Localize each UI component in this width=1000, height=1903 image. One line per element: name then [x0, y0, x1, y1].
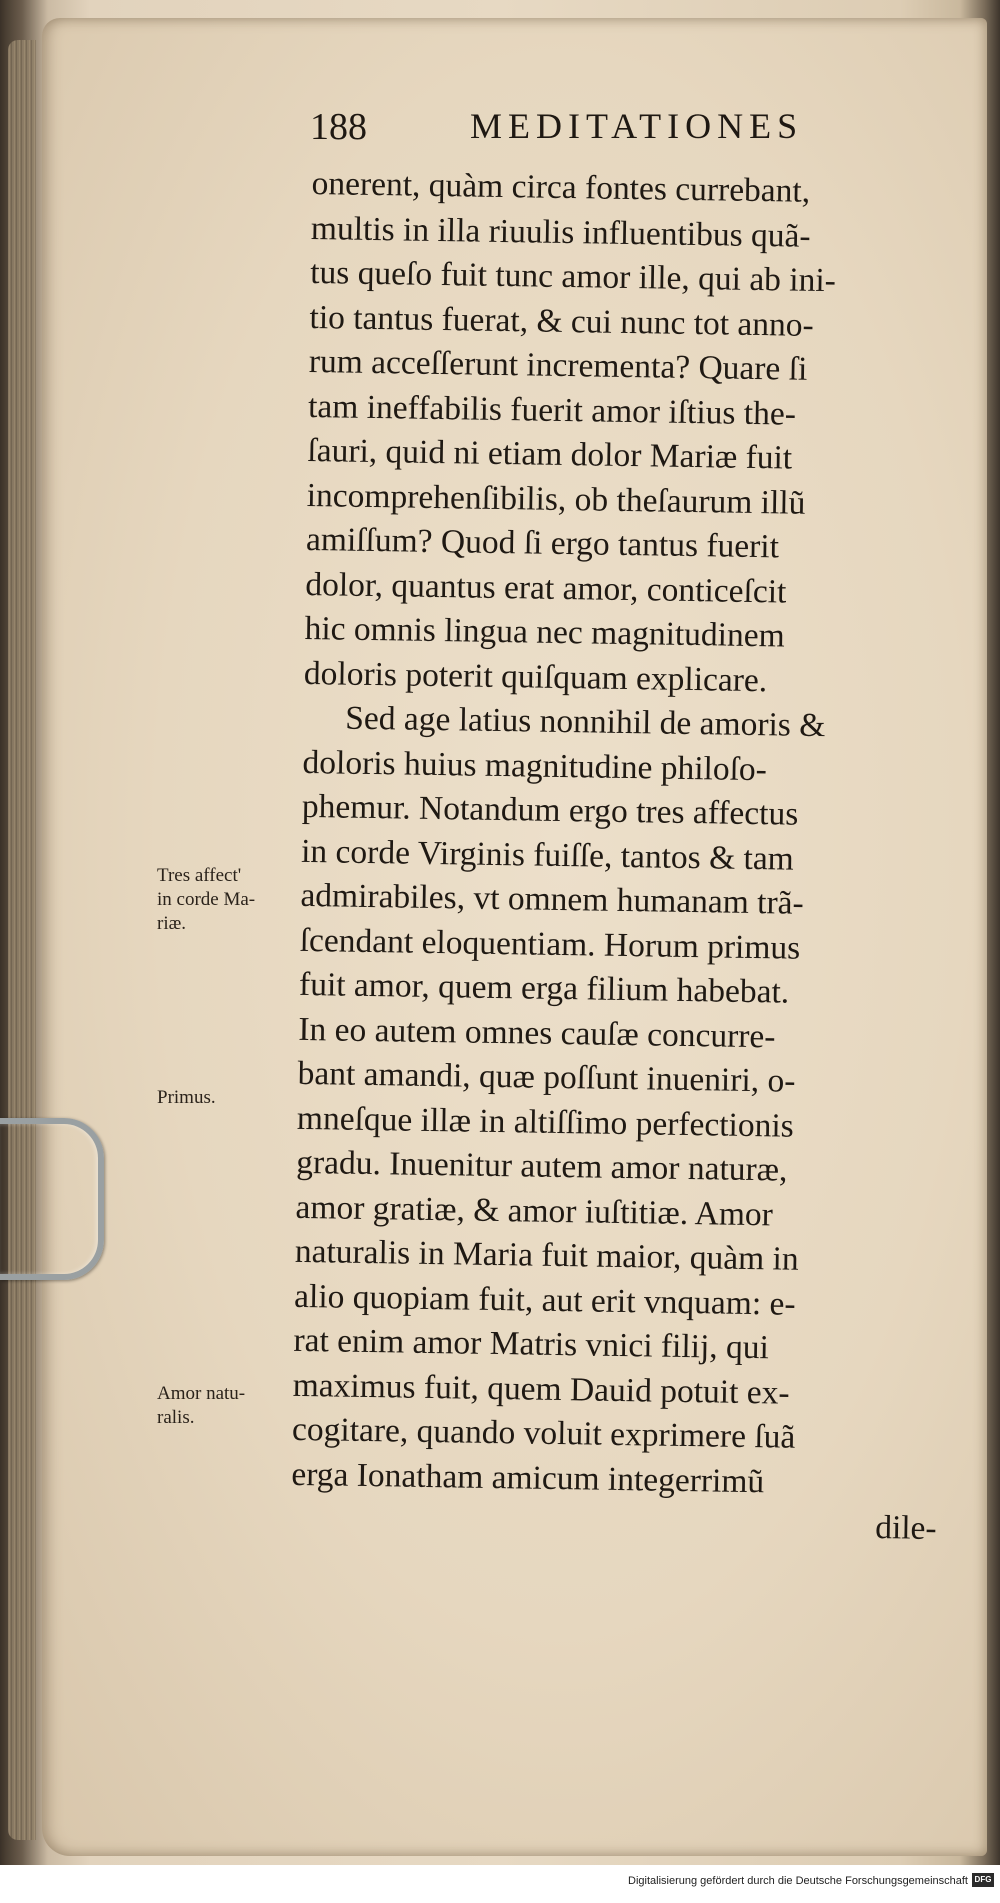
- footer-bar: [0, 1865, 1000, 1903]
- text-line: erga Ionatham amicum integerrimũ: [291, 1455, 765, 1500]
- text-line: naturalis in Maria fuit maior, quàm in: [294, 1232, 799, 1278]
- text-line: incomprehenſibilis, ob theſaurum illũ: [306, 476, 806, 522]
- text-line: tam ineffabilis fuerit amor iſtius the-: [307, 387, 797, 433]
- text-line: dolor, quantus erat amor, conticeſcit: [305, 565, 787, 611]
- text-line: fuit amor, quem erga filium habebat.: [298, 965, 790, 1011]
- text-line: doloris huius magnitudine philoſo-: [302, 743, 768, 788]
- text-line: doloris poterit quiſquam explicare.: [303, 654, 768, 699]
- margin-note-tres-affectus: [157, 864, 255, 936]
- margin-note-amor-naturalis: [157, 1382, 245, 1430]
- digitization-credit: Digitalisierung gefördert durch die Deutsche Forschungsgemeinschaft: [628, 1875, 968, 1887]
- text-line: multis in illa riuulis influentibus quã-: [310, 209, 811, 255]
- text-line: maximus fuit, quem Dauid potuit ex-: [292, 1366, 790, 1412]
- text-line: Sed age latius nonnihil de amoris &: [344, 699, 826, 745]
- text-line: ſauri, quid ni etiam dolor Mariæ fuit: [307, 431, 793, 477]
- margin-note-line: in corde Ma-: [157, 889, 256, 910]
- running-head: MEDITATIONES: [470, 106, 804, 146]
- text-line: ſcendant eloquentiam. Horum primus: [299, 921, 801, 967]
- text-line: tio tantus fuerat, & cui nunc tot anno-: [309, 298, 815, 344]
- page-number: 188: [310, 106, 367, 148]
- text-line: bant amandi, quæ poſſunt inueniri, o-: [297, 1054, 796, 1100]
- margin-note-line: ralis.: [157, 1407, 195, 1428]
- catchword: dile-: [874, 1509, 937, 1547]
- text-line: amiſſum? Quod ſi ergo tantus fuerit: [305, 520, 780, 566]
- book-clip-icon: [0, 1118, 104, 1280]
- page-edges: [8, 40, 36, 1840]
- text-line: cogitare, quando voluit exprimere ſuã: [291, 1410, 796, 1456]
- text-line: hic omnis lingua nec magnitudinem: [304, 609, 785, 655]
- text-line: onerent, quàm circa fontes currebant,: [311, 164, 811, 210]
- text-line: in corde Virginis fuiſſe, tantos & tam: [300, 832, 795, 878]
- text-line: gradu. Inuenitur autem amor naturæ,: [295, 1143, 788, 1189]
- text-line: phemur. Notandum ergo tres affectus: [301, 787, 799, 833]
- margin-note-line: Tres affect': [157, 865, 242, 886]
- dfg-logo-icon: DFG: [972, 1873, 994, 1887]
- text-line: rat enim amor Matris vnici filij, qui: [293, 1321, 770, 1367]
- text-line: In eo autem omnes cauſæ concurre-: [298, 1010, 776, 1055]
- margin-note-line: Amor natu-: [157, 1383, 246, 1404]
- text-line: amor gratiæ, & amor iuſtitiæ. Amor: [295, 1188, 774, 1233]
- margin-note-line: Primus.: [157, 1087, 216, 1108]
- margin-note-primus: [157, 1086, 216, 1110]
- margin-note-line: riæ.: [157, 913, 187, 934]
- text-line: alio quopiam fuit, aut erit vnquam: e-: [293, 1277, 796, 1323]
- text-line: mneſque illæ in altiſſimo perfectionis: [296, 1099, 795, 1145]
- text-line: tus queſo fuit tunc amor ille, qui ab ini-: [309, 253, 837, 300]
- text-line: admirabiles, vt omnem humanam trã-: [300, 876, 805, 922]
- text-line: rum acceſſerunt incrementa? Quare ſi: [308, 342, 808, 388]
- body-text: [290, 162, 962, 1552]
